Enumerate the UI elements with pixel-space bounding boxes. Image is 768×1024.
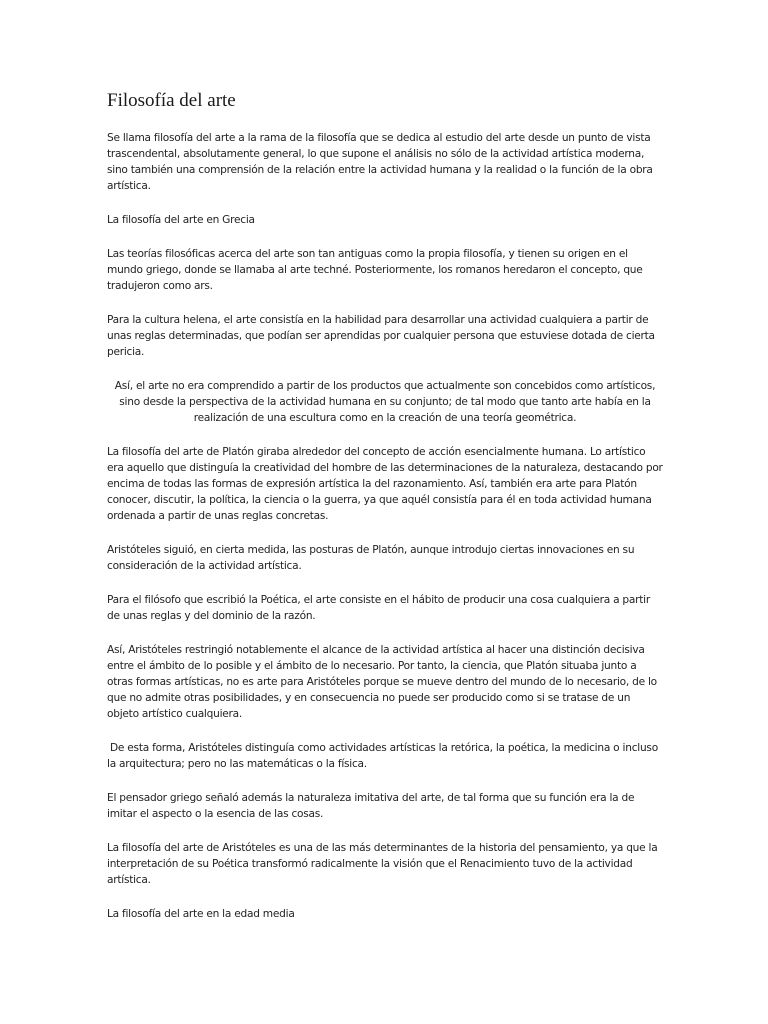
paragraph-cultura-helena: Para la cultura helena, el arte consistía en la habilidad para desarrollar una actividad cualquiera a partir de unas reglas determinadas, que podían ser aprendidas por cualquier persona que estuviese dotada de cierta pericia.: [107, 314, 655, 358]
paragraph-aristoteles-restringio: Así, Aristóteles restringió notablemente el alcance de la actividad artística al hacer una distinción decisiva entre el ámbito de lo posible y el ámbito de lo necesario. Por tanto, la ciencia, que Platón situaba junto a otras formas artísticas, no es arte para Aristóteles porque se mueve dentro del mundo de lo necesario, de lo que no admite otras posibilidades, y en consecuencia no puede ser producido como si se tratase de un objeto artístico cualquiera.: [107, 644, 657, 720]
paragraph-centered-quote: Así, el arte no era comprendido a partir de los productos que actualmente son concebidos como artísticos, sino desde la perspectiva de la actividad humana en su conjunto; de tal modo que tanto arte había en la realización de una escultura como en la creación de una teoría geométrica.: [114, 380, 656, 424]
paragraph-intro: Se llama filosofía del arte a la rama de la filosofía que se dedica al estudio del arte desde un punto de vista trascendental, absolutamente general, lo que supone el análisis no sólo de la actividad artística moderna, sino también una comprensión de la relación entre la actividad humana y la realidad o la función de la obra artística.: [107, 132, 653, 192]
section-heading-edad-media: La filosofía del arte en la edad media: [107, 908, 295, 920]
document-title: Filosofía del arte: [107, 90, 236, 111]
section-heading-grecia: La filosofía del arte en Grecia: [107, 214, 255, 226]
paragraph-platon: La filosofía del arte de Platón giraba alrededor del concepto de acción esencialmente humana. Lo artístico era aquello que distinguía la creatividad del hombre de las determinaciones de la naturaleza, destacando por encima de todas las formas de expresión artística la del razonamiento. Así, también era arte para Platón conocer, discutir, la política, la ciencia o la guerra, ya que aquél consistía para él en toda actividad humana ordenada a partir de unas reglas concretas.: [107, 446, 663, 522]
paragraph-poetica: Para el filósofo que escribió la Poética, el arte consiste en el hábito de producir una cosa cualquiera a partir de unas reglas y del dominio de la razón.: [107, 594, 650, 622]
paragraph-filosofia-aristoteles: La filosofía del arte de Aristóteles es una de las más determinantes de la historia del pensamiento, ya que la interpretación de su Poética transformó radicalmente la visión que el Renacimiento tuvo de la actividad artística.: [107, 842, 658, 886]
paragraph-actividades-artisticas: De esta forma, Aristóteles distinguía como actividades artísticas la retórica, la poética, la medicina o incluso la arquitectura; pero no las matemáticas o la física.: [107, 742, 658, 770]
paragraph-pensador-griego: El pensador griego señaló además la naturaleza imitativa del arte, de tal forma que su función era la de imitar el aspecto o la esencia de las cosas.: [107, 792, 635, 820]
paragraph-teorias: Las teorías filosóficas acerca del arte son tan antiguas como la propia filosofía, y tienen su origen en el mundo griego, donde se llamaba al arte techné. Posteriormente, los romanos heredaron el concepto, que tradujeron como ars.: [107, 248, 643, 292]
paragraph-aristoteles-siguio: Aristóteles siguió, en cierta medida, las posturas de Platón, aunque introdujo ciertas innovaciones en su consideración de la actividad artística.: [107, 544, 635, 572]
document-body: [107, 130, 663, 940]
